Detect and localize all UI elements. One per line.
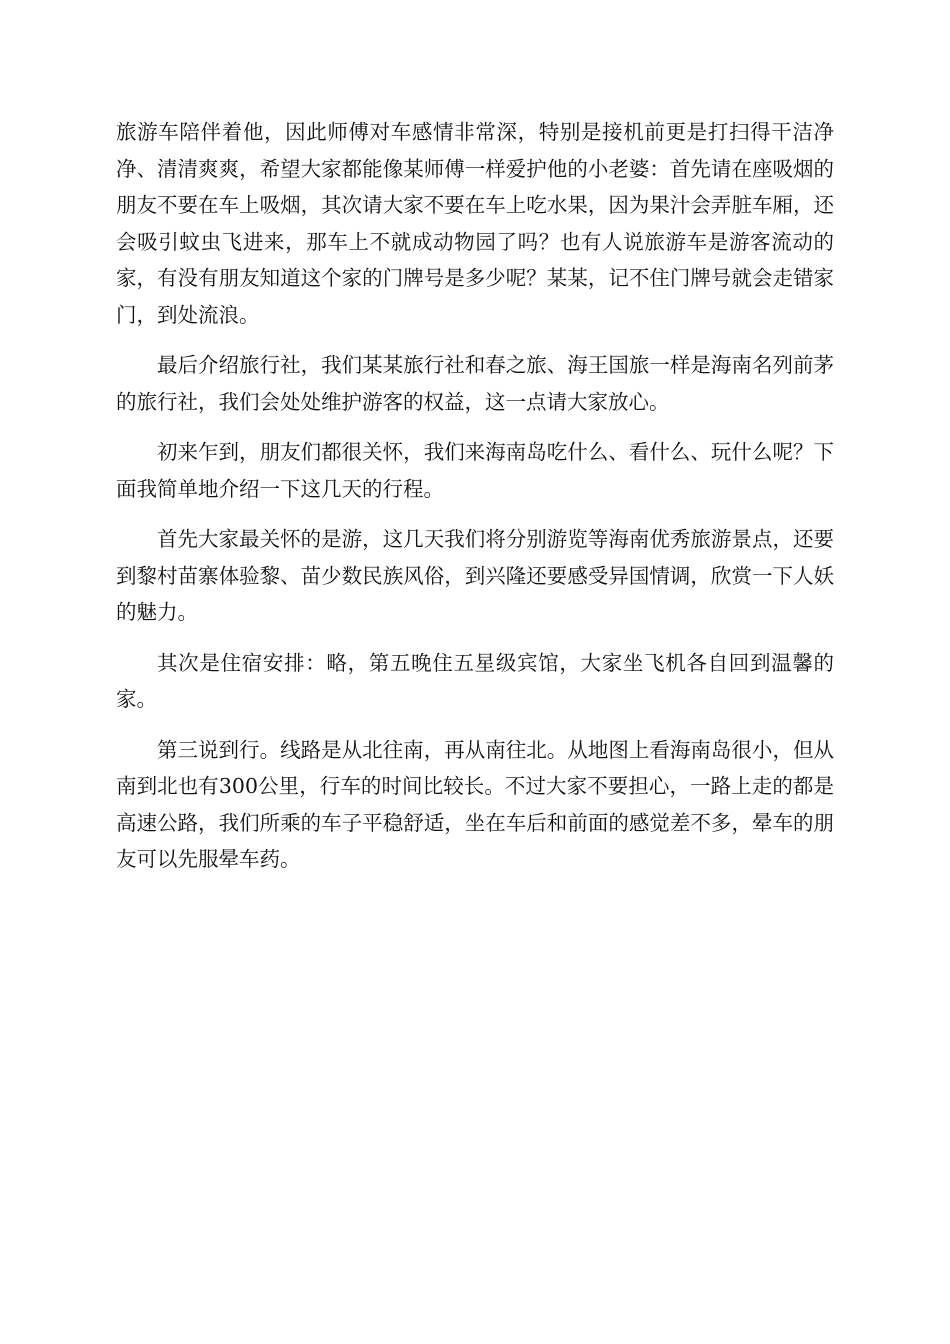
paragraph-itinerary-intro: 初来乍到，朋友们都很关怀，我们来海南岛吃什么、看什么、玩什么呢？下面我简单地介绍一下这几天的行程。 bbox=[116, 440, 834, 501]
document-body bbox=[116, 114, 834, 892]
paragraph-transport: 第三说到行。线路是从北往南，再从南往北。从地图上看海南岛很小，但从南到北也有300公里，行车的时间比较长。不过大家不要担心，一路上走的都是高速公路，我们所乘的车子平稳舒适，坐在车后和前面的感觉差不多，晕车的朋友可以先服晕车药。 bbox=[116, 737, 834, 871]
paragraph-travel-agency: 最后介绍旅行社，我们某某旅行社和春之旅、海王国旅一样是海南名列前茅的旅行社，我们会处处维护游客的权益，这一点请大家放心。 bbox=[116, 353, 834, 414]
paragraph-sightseeing: 首先大家最关怀的是游，这几天我们将分别游览等海南优秀旅游景点，还要到黎村苗寨体验黎、苗少数民族风俗，到兴隆还要感受异国情调，欣赏一下人妖的魅力。 bbox=[116, 527, 834, 624]
paragraph-accommodation: 其次是住宿安排：略，第五晚住五星级宾馆，大家坐飞机各自回到温馨的家。 bbox=[116, 650, 834, 711]
paragraph-bus-intro: 旅游车陪伴着他，因此师傅对车感情非常深，特别是接机前更是打扫得干洁净净、清清爽爽，希望大家都能像某师傅一样爱护他的小老婆：首先请在座吸烟的朋友不要在车上吸烟，其次请大家不要在车上吃水果，因为果汁会弄脏车厢，还会吸引蚊虫飞进来，那车上不就成动物园了吗？也有人说旅游车是游客流动的家，有没有朋友知道这个家的门牌号是多少呢？某某，记不住门牌号就会走错家门，到处流浪。 bbox=[116, 120, 834, 327]
